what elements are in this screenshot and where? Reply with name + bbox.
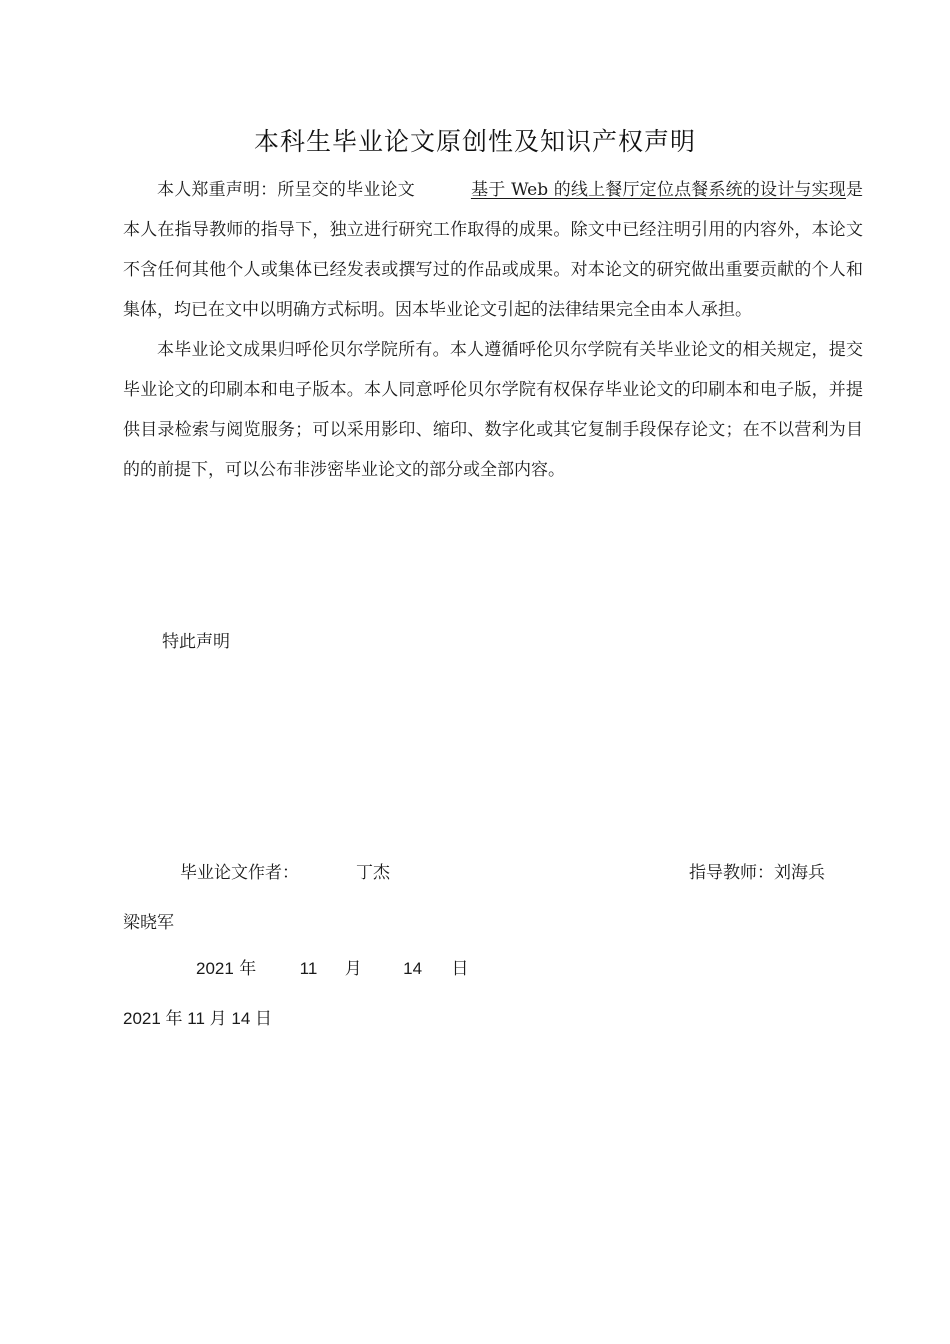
- advisor-date: 2021 年 11 月 14 日: [123, 1009, 272, 1028]
- advisor-name-2: 梁晓军: [123, 913, 174, 933]
- advisor-name-1: 刘海兵: [774, 863, 825, 883]
- paragraph-1-suffix: 是本人在指导教师的指导下，独立进行研究工作取得的成果。除文中已经注明引用的内容外，本论文不含任何其他个人或集体已经发表或撰写过的作品或成果。对本论文的研究做出重要贡献的个人和集体，均已在文中以明确方式标明。因本毕业论文引起的法律结果完全由本人承担。: [123, 180, 863, 320]
- date-day-unit: 日: [451, 959, 469, 979]
- page-title: 本科生毕业论文原创性及知识产权声明: [253, 127, 696, 156]
- author-name: 丁杰: [356, 863, 390, 883]
- author-label: 毕业论文作者：: [180, 863, 299, 883]
- author-date: [196, 954, 468, 979]
- advisor-signature: [689, 858, 825, 883]
- date-year-unit: 年: [239, 959, 257, 979]
- thesis-title: 基于 Web 的线上餐厅定位点餐系统的设计与实现: [470, 180, 846, 200]
- date-month: 11: [299, 959, 318, 978]
- declaration-body: [123, 170, 863, 490]
- declaration-paragraph-1: [123, 170, 863, 330]
- date-day: 14: [403, 959, 423, 978]
- paragraph-1-prefix: 本人郑重声明：所呈交的毕业论文: [157, 180, 415, 200]
- declaration-paragraph-2: 本毕业论文成果归呼伦贝尔学院所有。本人遵循呼伦贝尔学院有关毕业论文的相关规定，提交毕业论文的印刷本和电子版本。本人同意呼伦贝尔学院有权保存毕业论文的印刷本和电子版，并提供目录检索与阅览服务；可以采用影印、缩印、数字化或其它复制手段保存论文；在不以营利为目的的前提下，可以公布非涉密毕业论文的部分或全部内容。: [123, 340, 863, 480]
- special-statement: 特此声明: [162, 632, 230, 652]
- advisor-label: 指导教师：: [689, 863, 774, 883]
- date-year: 2021: [196, 959, 234, 978]
- date-month-unit: 月: [344, 959, 362, 979]
